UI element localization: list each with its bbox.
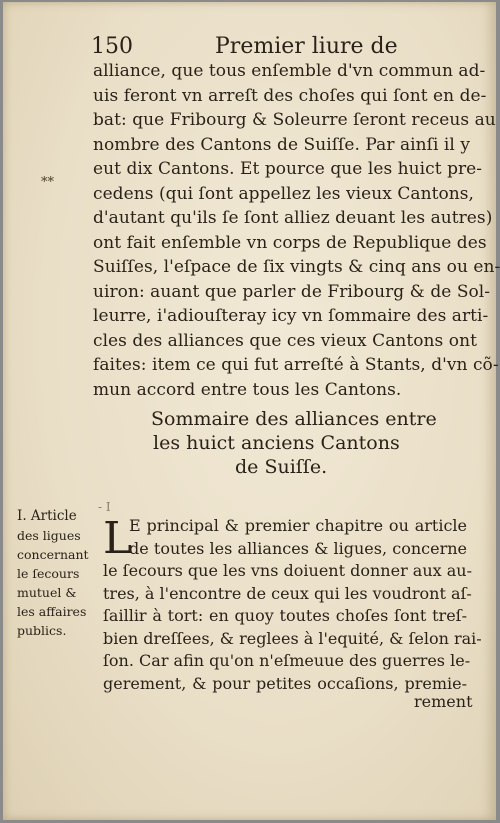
article-line: le ſecours que les vns doiuent donner aux au- [103,561,473,580]
text-line: eut dix Cantons. Et pource que les huict pre- [93,159,483,179]
article-line: ſon. Car afin qu'on n'eſmeuue des guerres le- [103,651,471,670]
text-line: uis feront vn arreſt des choſes qui ſont en de- [93,85,487,106]
text-line: d'autant qu'ils ſe ſont alliez deuant les autres) [93,208,493,228]
marginal-note-line: le ſecours [17,566,80,581]
book-page [3,2,500,820]
catchword: rement [414,692,473,711]
section-title-line: de Suiſſe. [235,456,328,478]
article-line: de toutes les alliances & ligues, concerne [129,538,467,558]
faint-mark: - I [98,500,111,514]
section-title-line: Sommaire des alliances entre [151,408,437,430]
text-line: mun accord entre tous les Cantons. [93,379,402,400]
page-number: 150 [91,34,133,59]
margin-mark: ** [41,175,54,190]
body-text [93,59,500,402]
marginal-note-line: I. Article [17,508,77,524]
text-line: cles des alliances que ces vieux Cantons ont [93,330,477,351]
drop-cap: L [103,513,133,564]
section-title-line: les huict anciens Cantons [153,432,400,454]
running-head: Premier liure de [215,34,398,59]
article-line: ſaillir à tort: en quoy toutes choſes ſont treſ- [103,606,467,625]
marginal-note-line: concernant [17,547,89,562]
text-line: uiron: auant que parler de Fribourg & de Sol- [93,281,491,302]
text-line: faites: item ce qui fut arreſté à Stants, d'vn cõ- [93,355,499,375]
text-line: Suiſſes, l'eſpace de ſix vingts & cinq ans ou en- [93,257,500,277]
text-line: ont fait enſemble vn corps de Republique des [93,232,487,253]
text-line: bat: que Fribourg & Soleurre ſeront receus au [93,110,496,130]
marginal-note-line: mutuel & [17,585,77,600]
text-line: cedens (qui ſont appellez les vieux Cantons, [93,183,474,204]
article-line: E principal & premier chapitre ou article [129,516,467,535]
text-line: alliance, que tous enſemble d'vn commun ad- [93,61,486,81]
text-line: leurre, i'adiouſteray icy vn ſommaire des arti- [93,306,489,326]
article-line: gerement, & pour petites occaſions, premie- [103,673,467,693]
article-paragraph [103,513,482,695]
marginal-note-line: publics. [17,623,67,638]
marginal-note-line: les affaires [17,604,87,619]
article-line: tres, à l'encontre de ceux qui les voudront aſ- [103,583,472,603]
section-title [151,407,437,479]
marginal-note-line: des ligues [17,528,81,543]
article-line: bien dreſſees, & reglees à l'equité, & ſelon rai- [103,628,482,648]
marginal-note [17,507,97,640]
text-line: nombre des Cantons de Suiſſe. Par ainſi il y [93,134,470,155]
